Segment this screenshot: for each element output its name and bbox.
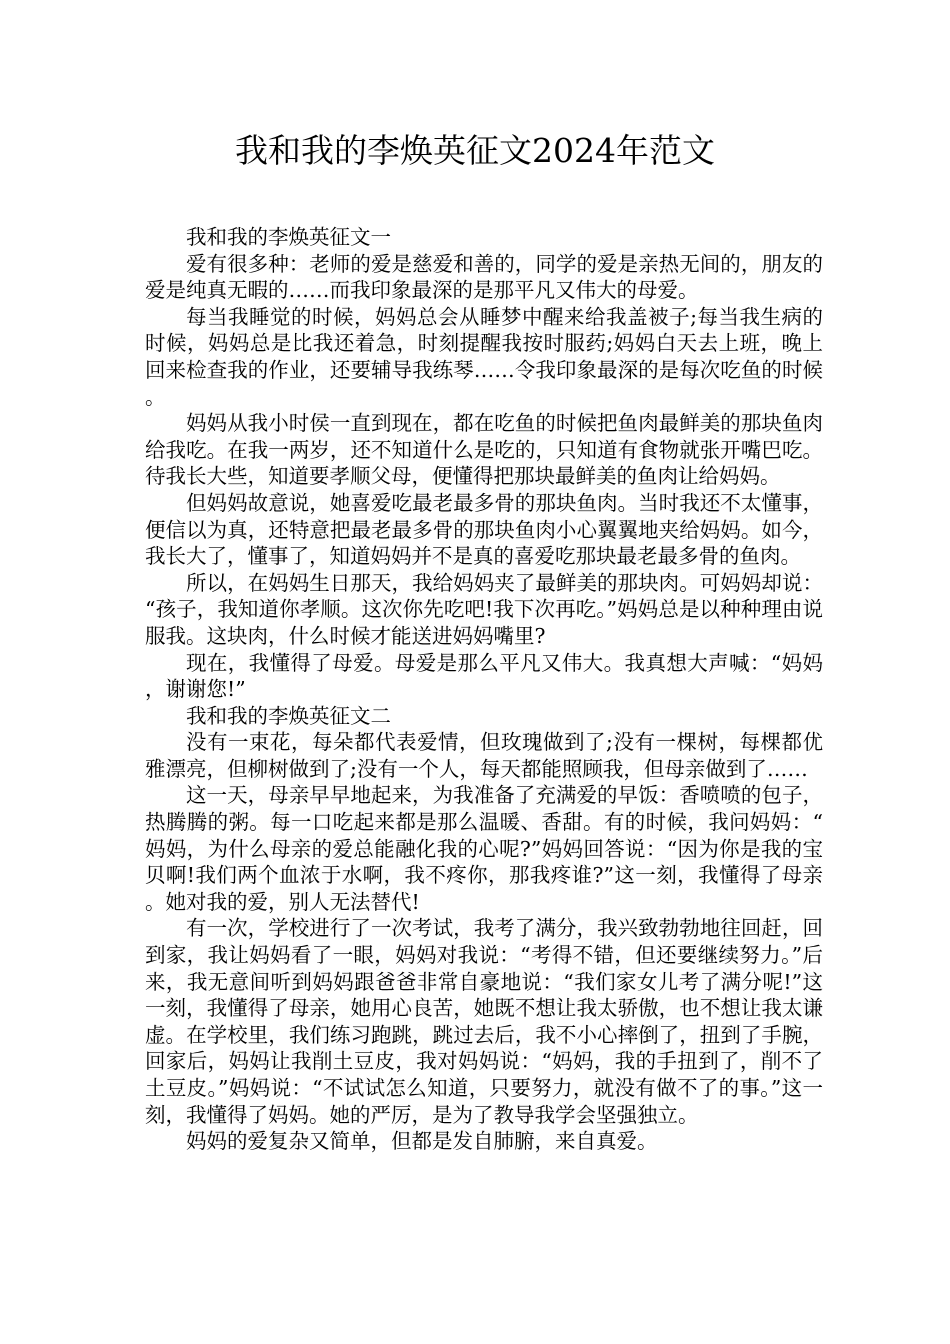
paragraph: 妈妈从我小时侯一直到现在，都在吃鱼的时候把鱼肉最鲜美的那块鱼肉给我吃。在我一两岁，还不知道什么是吃的，只知道有食物就张开嘴巴吃。待我长大些，知道要孝顺父母，便懂得把那块最鲜美的鱼肉让给妈妈。 [145,411,823,489]
paragraph: 妈妈的爱复杂又简单，但都是发自肺腑，来自真爱。 [186,1129,658,1154]
paragraph: 所以，在妈妈生日那天，我给妈妈夹了最鲜美的那块肉。可妈妈却说：“孩子，我知道你孝顺。这次你先吃吧!我下次再吃。”妈妈总是以种种理由说服我。这块肉，什么时候才能送进妈妈嘴里? [145,570,823,648]
page-title: 我和我的李焕英征文2024年范文 [235,131,715,170]
paragraph: 有一次，学校进行了一次考试，我考了满分，我兴致勃勃地往回赶，回到家，我让妈妈看了一眼，妈妈对我说：“考得不错，但还要继续努力。”后来，我无意间听到妈妈跟爸爸非常自豪地说：“我们家女儿考了满分呢!”这一刻，我懂得了母亲，她用心良苦，她既不想让我太骄傲，也不想让我太谦虚。在学校里，我们练习跑跳，跳过去后，我不小心摔倒了，扭到了手腕，回家后，妈妈让我削土豆皮，我对妈妈说：“妈妈，我的手扭到了，削不了土豆皮。”妈妈说：“不试试怎么知道，只要努力，就没有做不了的事。”这一刻，我懂得了妈妈。她的严厉，是为了教导我学会坚强独立。 [145,916,823,1127]
paragraph: 现在，我懂得了母爱。母爱是那么平凡又伟大。我真想大声喊：“妈妈，谢谢您!” [145,650,823,702]
paragraph: 爱有很多种：老师的爱是慈爱和善的，同学的爱是亲热无间的，朋友的爱是纯真无暇的……而我印象最深的是那平凡又伟大的母爱。 [145,251,823,303]
section-heading-1: 我和我的李焕英征文一 [186,225,391,249]
paragraph: 没有一束花，每朵都代表爱情，但玫瑰做到了;没有一棵树，每棵都优雅漂亮，但柳树做到了;没有一个人，每天都能照顾我，但母亲做到了…… [145,730,823,781]
paragraph: 但妈妈故意说，她喜爱吃最老最多骨的那块鱼肉。当时我还不太懂事，便信以为真，还特意把最老最多骨的那块鱼肉小心翼翼地夹给妈妈。如今，我长大了，懂事了，知道妈妈并不是真的喜爱吃那块最老最多骨的鱼肉。 [145,490,823,569]
paragraph: 每当我睡觉的时候，妈妈总会从睡梦中醒来给我盖被子;每当我生病的时候，妈妈总是比我还着急，时刻提醒我按时服药;妈妈白天去上班，晚上回来检查我的作业，还要辅导我练琴……令我印象最深的是每次吃鱼的时候。 [145,304,823,409]
document-body [145,224,823,1155]
paragraph: 这一天，母亲早早地起来，为我准备了充满爱的早饭：香喷喷的包子，热腾腾的粥。每一口吃起来都是那么温暖、香甜。有的时候，我问妈妈：“妈妈，为什么母亲的爱总能融化我的心呢?”妈妈回答说：“因为你是我的宝贝啊!我们两个血浓于水啊，我不疼你，那我疼谁?”这一刻，我懂得了母亲。她对我的爱，别人无法替代! [145,783,823,914]
section-heading-2: 我和我的李焕英征文二 [186,703,391,728]
